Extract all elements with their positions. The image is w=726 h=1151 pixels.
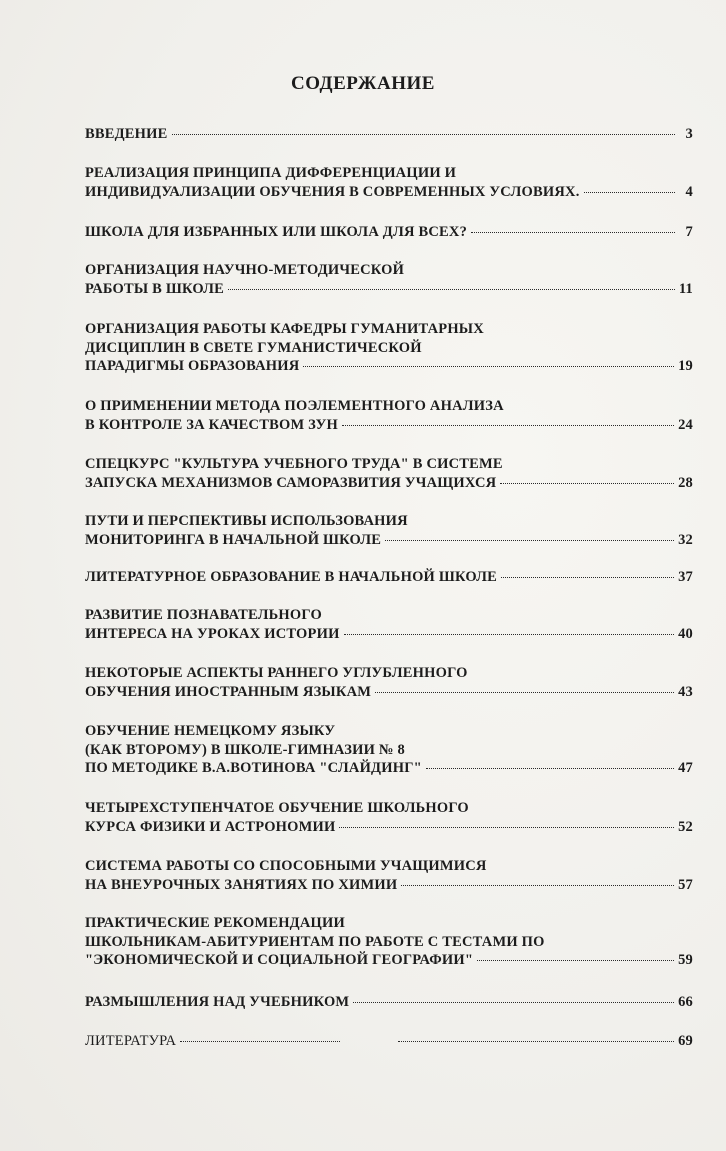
dot-leader (172, 134, 676, 135)
toc-entry-title: ОБУЧЕНИЯ ИНОСТРАННЫМ ЯЗЫКАМ (85, 683, 372, 700)
toc-entry-title: ШКОЛЬНИКАМ-АБИТУРИЕНТАМ ПО РАБОТЕ С ТЕСТАМИ ПО (85, 933, 545, 950)
dot-leader (353, 1002, 674, 1003)
page-title: СОДЕРЖАНИЕ (291, 73, 435, 94)
toc-entry-title: РАБОТЫ В ШКОЛЕ (85, 280, 224, 297)
toc-entry-title: ПРАКТИЧЕСКИЕ РЕКОМЕНДАЦИИ (85, 915, 345, 931)
toc-entry-title: ШКОЛА ДЛЯ ИЗБРАННЫХ ИЛИ ШКОЛА ДЛЯ ВСЕХ? (85, 224, 468, 240)
toc-entry-title: МОНИТОРИНГА В НАЧАЛЬНОЙ ШКОЛЕ (85, 531, 382, 548)
toc-page-number: 11 (678, 280, 693, 297)
toc-entry-title: В КОНТРОЛЕ ЗА КАЧЕСТВОМ ЗУН (85, 416, 338, 433)
toc-entry-title: ДИСЦИПЛИН В СВЕТЕ ГУМАНИСТИЧЕСКОЙ (85, 339, 422, 356)
toc-entry-title: РАЗВИТИЕ ПОЗНАВАТЕЛЬНОГО (85, 607, 322, 623)
toc-page-number: 19 (678, 358, 693, 374)
toc-entry-title: ПУТИ И ПЕРСПЕКТИВЫ ИСПОЛЬЗОВАНИЯ (85, 513, 408, 529)
toc-entry (85, 722, 693, 778)
toc-entry-title: ЧЕТЫРЕХСТУПЕНЧАТОЕ ОБУЧЕНИЕ ШКОЛЬНОГО (85, 800, 469, 816)
toc-page-number: 40 (678, 625, 693, 642)
toc-page-number: 32 (678, 531, 693, 548)
toc-entry (85, 223, 693, 242)
dot-leader (584, 192, 675, 193)
toc-page-number: 52 (678, 818, 693, 835)
toc-entry (85, 125, 693, 144)
dot-leader (385, 540, 674, 541)
toc-entry (85, 914, 693, 970)
toc-page-number: 66 (678, 994, 693, 1010)
dot-leader (501, 577, 674, 578)
toc-entry-title: ОБУЧЕНИЕ НЕМЕЦКОМУ ЯЗЫКУ (85, 723, 336, 739)
toc-page-number: 69 (678, 1033, 693, 1049)
dot-leader (344, 634, 675, 635)
toc-entry-title: ПО МЕТОДИКЕ В.А.ВОТИНОВА "СЛАЙДИНГ" (85, 760, 422, 776)
toc-page-number: 37 (678, 569, 693, 585)
toc-page-number: 7 (685, 224, 693, 240)
toc-page-number: 47 (678, 760, 693, 776)
toc-entry-title: РАЗМЫШЛЕНИЯ НАД УЧЕБНИКОМ (85, 994, 350, 1010)
toc-entry (85, 568, 693, 587)
toc-entry (85, 320, 693, 376)
toc-entry-title: ОРГАНИЗАЦИЯ РАБОТЫ КАФЕДРЫ ГУМАНИТАРНЫХ (85, 321, 484, 337)
toc-entry (85, 799, 693, 836)
toc-entry-title: ЛИТЕРАТУРА (85, 1033, 177, 1049)
dot-leader (426, 768, 674, 769)
toc-page-number: 43 (678, 683, 693, 700)
toc-page-number: 24 (678, 416, 693, 433)
dot-leader (228, 289, 675, 290)
toc-entry-title: НА ВНЕУРОЧНЫХ ЗАНЯТИЯХ ПО ХИМИИ (85, 876, 398, 893)
toc-entry-title: ЗАПУСКА МЕХАНИЗМОВ САМОРАЗВИТИЯ УЧАЩИХСЯ (85, 474, 497, 491)
toc-entry-title: СПЕЦКУРС "КУЛЬТУРА УЧЕБНОГО ТРУДА" В СИСТЕМЕ (85, 456, 503, 472)
toc-entry-title: СИСТЕМА РАБОТЫ СО СПОСОБНЫМИ УЧАЩИМИСЯ (85, 858, 487, 874)
toc-entry (85, 606, 693, 643)
dot-leader (401, 885, 674, 886)
toc-entry-title: ЛИТЕРАТУРНОЕ ОБРАЗОВАНИЕ В НАЧАЛЬНОЙ ШКОЛЕ (85, 569, 497, 585)
dot-leader (342, 425, 674, 426)
toc-entry (85, 993, 693, 1012)
toc-entry-title: РЕАЛИЗАЦИЯ ПРИНЦИПА ДИФФЕРЕНЦИАЦИИ И (85, 165, 457, 181)
toc-entry-title: ИНДИВИДУАЛИЗАЦИИ ОБУЧЕНИЯ В СОВРЕМЕННЫХ УСЛОВИЯХ. (85, 183, 580, 200)
toc-entry-title: ПАРАДИГМЫ ОБРАЗОВАНИЯ (85, 358, 300, 374)
toc-entry (85, 664, 693, 701)
toc-page-number: 59 (678, 952, 693, 968)
toc-entry-title: (КАК ВТОРОМУ) В ШКОЛЕ-ГИМНАЗИИ № 8 (85, 741, 405, 758)
toc-entry-title: О ПРИМЕНЕНИИ МЕТОДА ПОЭЛЕМЕНТНОГО АНАЛИЗА (85, 398, 504, 414)
dot-leader (303, 366, 674, 367)
toc-entry-title: ИНТЕРЕСА НА УРОКАХ ИСТОРИИ (85, 625, 340, 642)
toc-entry-title: ВВЕДЕНИЕ (85, 126, 168, 142)
toc-entry (85, 164, 693, 201)
dot-leader (180, 1041, 340, 1042)
toc-entry-title: ОРГАНИЗАЦИЯ НАУЧНО-МЕТОДИЧЕСКОЙ (85, 262, 405, 278)
dot-leader (500, 483, 674, 484)
dot-leader (471, 232, 675, 233)
toc-page-number: 57 (678, 876, 693, 893)
toc-entry-title: "ЭКОНОМИЧЕСКОЙ И СОЦИАЛЬНОЙ ГЕОГРАФИИ" (85, 952, 474, 968)
toc-entry-title: КУРСА ФИЗИКИ И АСТРОНОМИИ (85, 818, 336, 835)
toc-entry (85, 397, 693, 434)
toc-entry (85, 261, 693, 298)
toc-entry (85, 512, 693, 549)
dot-leader (398, 1041, 674, 1042)
toc-entry (85, 1032, 693, 1051)
toc-entry (85, 455, 693, 492)
toc-page-number: 4 (685, 183, 693, 200)
dot-leader (477, 960, 674, 961)
dot-leader (375, 692, 674, 693)
toc-entry (85, 857, 693, 894)
toc-page-number: 3 (685, 126, 693, 142)
toc-page-number: 28 (678, 474, 693, 491)
dot-leader (339, 827, 674, 828)
toc-entry-title: НЕКОТОРЫЕ АСПЕКТЫ РАННЕГО УГЛУБЛЕННОГО (85, 665, 468, 681)
